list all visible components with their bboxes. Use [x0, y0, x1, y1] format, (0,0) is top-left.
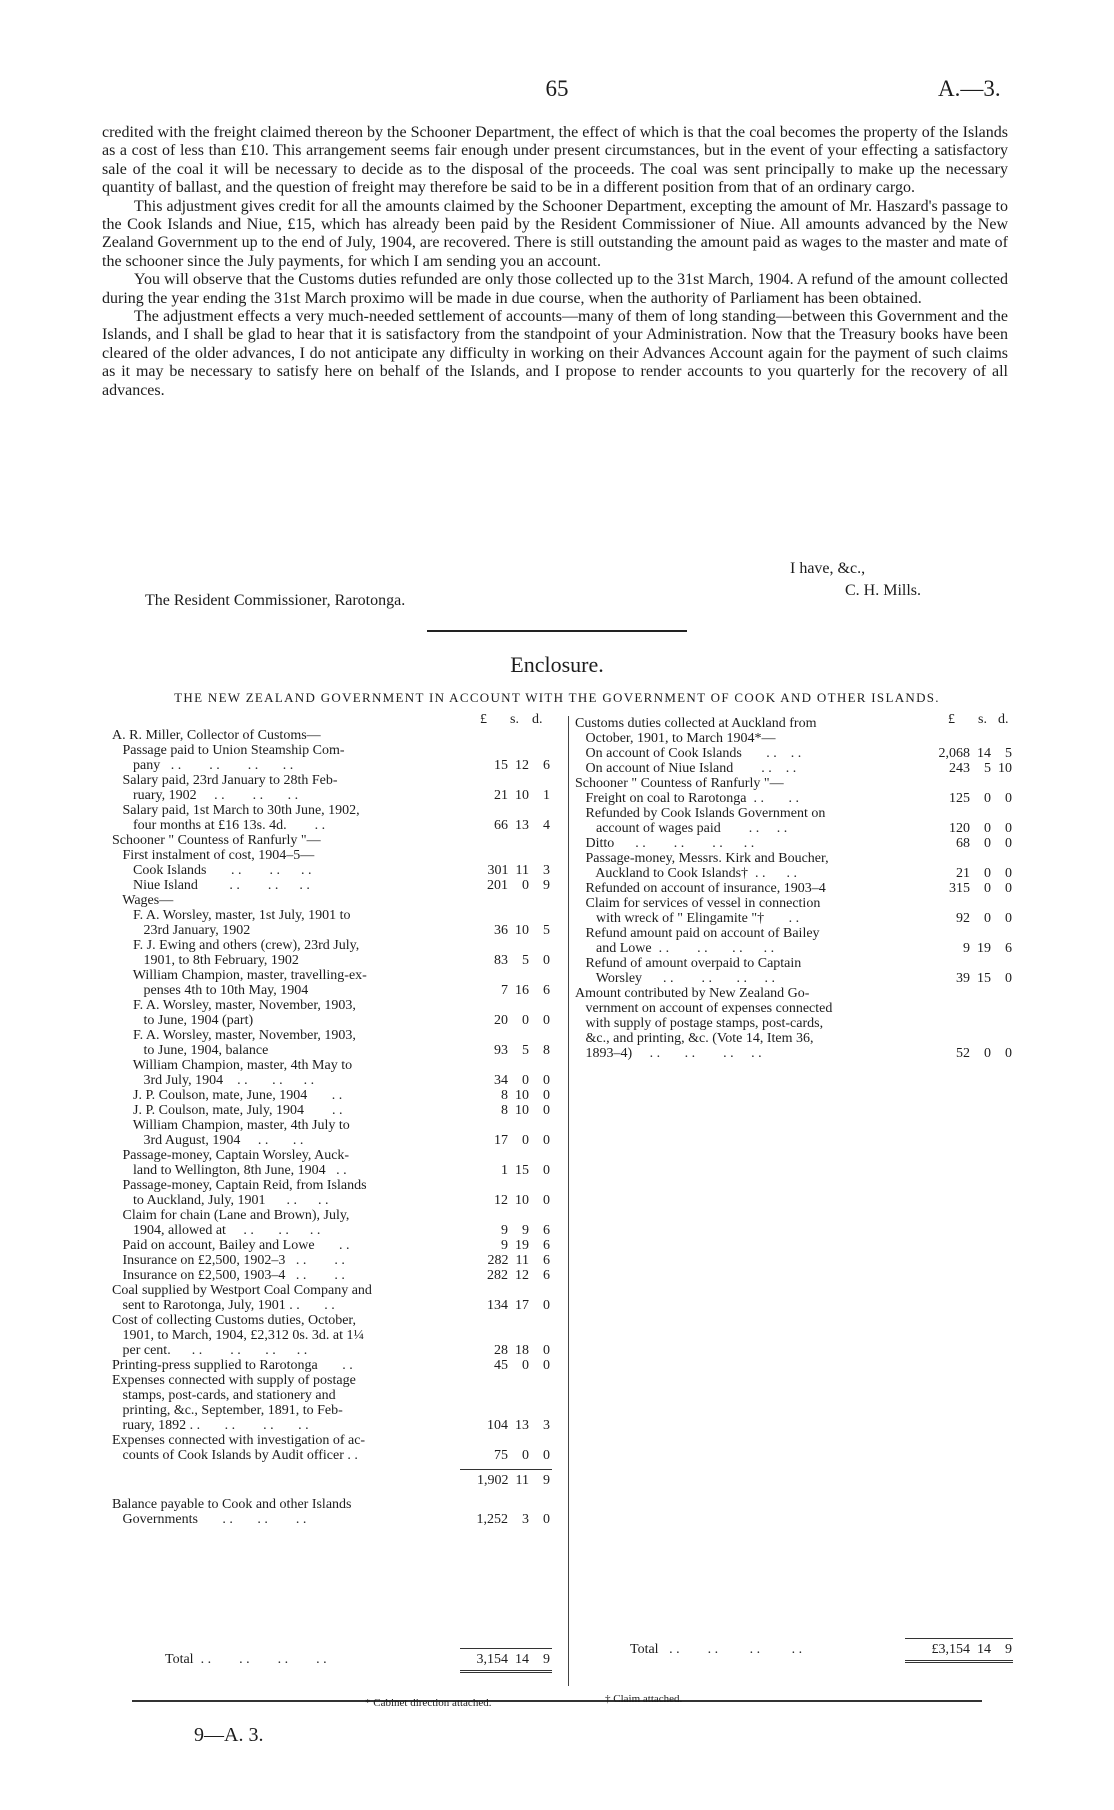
credit-entry-line: Refunded on account of insurance, 1903–4 [575, 881, 826, 896]
debit-entry-line: Claim for chain (Lane and Brown), July, [112, 1208, 350, 1223]
debit-entry-line: Wages— [112, 893, 174, 908]
debit-entry-line: F. A. Worsley, master, 1st July, 1901 to [112, 908, 351, 923]
debit-entry-line: F. A. Worsley, master, November, 1903, [112, 1028, 356, 1043]
account-heading: THE NEW ZEALAND GOVERNMENT IN ACCOUNT WITH THE GOVERNMENT OF COOK AND OTHER ISLANDS. [174, 690, 940, 705]
credit-entry-amount: 92 0 0 [956, 911, 1012, 926]
debit-entry-amount: 83 5 0 [494, 953, 550, 968]
debit-entry-line: Paid on account, Bailey and Lowe . . [112, 1238, 350, 1253]
credit-entry-amount: 68 0 0 [956, 836, 1012, 851]
currency-unit-header: £ [480, 712, 487, 727]
debit-entry-amount: 301 11 3 [487, 863, 550, 878]
column-divider [568, 716, 569, 1686]
debit-entry-line: 1904, allowed at . . . . . . [112, 1223, 321, 1238]
credit-entry-line: Worsley . . . . . . . . [575, 971, 776, 986]
credit-entry-line: Amount contributed by New Zealand Go- [575, 986, 810, 1001]
credit-entry-line: Claim for services of vessel in connection [575, 896, 821, 911]
credit-entry-amount: 125 0 0 [949, 791, 1012, 806]
debit-entry-line: Schooner " Countess of Ranfurly "— [112, 833, 321, 848]
debit-entry-line: to June, 1904 (part) [112, 1013, 254, 1028]
credit-entry-line: Refund of amount overpaid to Captain [575, 956, 802, 971]
debit-entry-line: J. P. Coulson, mate, June, 1904 . . [112, 1088, 343, 1103]
debit-entry-amount: 282 11 6 [487, 1253, 550, 1268]
currency-unit-header: s. [510, 712, 519, 727]
signatory: C. H. Mills. [845, 582, 922, 599]
credit-entry-amount: 39 15 0 [956, 971, 1012, 986]
debit-entry-line: Insurance on £2,500, 1902–3 . . . . [112, 1253, 345, 1268]
debit-entry-amount: 21 10 1 [494, 788, 550, 803]
debit-entry-line: to June, 1904, balance [112, 1043, 269, 1058]
debit-entry-line: 23rd January, 1902 [112, 923, 251, 938]
footnote-claim: † Claim attached. [605, 1693, 683, 1705]
footnote-rule [132, 1700, 982, 1702]
debit-entry-amount: 1 15 0 [501, 1163, 550, 1178]
debit-entry-amount: 8 10 0 [501, 1088, 550, 1103]
credit-entry-line: Freight on coal to Rarotonga . . . . [575, 791, 799, 806]
debit-entry-line: A. R. Miller, Collector of Customs— [112, 728, 321, 743]
debit-entry-line: Passage-money, Captain Worsley, Auck- [112, 1148, 350, 1163]
debit-entry-line: First instalment of cost, 1904–5— [112, 848, 315, 863]
currency-unit-header: s. [978, 712, 987, 727]
currency-unit-header: d. [998, 712, 1009, 727]
debit-entry-amount: 9 19 6 [501, 1238, 550, 1253]
section-divider [427, 630, 687, 632]
letter-paragraph: This adjustment gives credit for all the amounts claimed by the Schooner Department, excepting the amount of Mr. Haszard's passage to the Cook Islands and Niue, £15, which has already been paid by the Resident Commissioner of Niue. All amounts advanced by the New Zealand Government up to the end of July, 1904, are recovered. There is still outstanding the amount paid as wages to the master and mate of the schooner since the July payments, for which I am sending you an account. [102, 197, 1008, 270]
print-signature-mark: 9—A. 3. [194, 1724, 264, 1746]
total-double-rule [460, 1670, 552, 1673]
letter-paragraph: You will observe that the Customs duties refunded are only those collected up to the 31st March, 1904. A refund of the amount collected during the year ending the 31st March proximo will be made in due course, when the authority of Parliament has been obtained. [102, 271, 1008, 307]
debit-entry-amount: 12 10 0 [494, 1193, 550, 1208]
debit-entry-line: to Auckland, July, 1901 . . . . [112, 1193, 329, 1208]
debit-entry-amount: 34 0 0 [494, 1073, 550, 1088]
debit-entry-line: Printing-press supplied to Rarotonga . . [112, 1358, 353, 1373]
debit-entry-line: Niue Island . . . . . . [112, 878, 310, 893]
debit-entry-amount: 66 13 4 [494, 818, 550, 833]
debit-entry-line: J. P. Coulson, mate, July, 1904 . . [112, 1103, 343, 1118]
total-rule [905, 1638, 1013, 1639]
debit-entry-line: pany . . . . . . . . [112, 758, 294, 773]
debit-subtotal: 1,902 11 9 [477, 1473, 550, 1488]
debit-entry-line: Passage paid to Union Steamship Com- [112, 743, 345, 758]
letter-paragraph: credited with the freight claimed thereon by the Schooner Department, the effect of which is that the coal becomes the property of the Islands as a cost of less than £10. This arrangement seems fair enough under present circumstances, but in the event of your effecting a satisfactory sale of the coal it will be necessary to decide as to the disposal of the proceeds. The coal was sent principally to make up the necessary quantity of ballast, and the question of freight may therefore be said to be in a different position from that of an ordinary cargo. [102, 124, 1008, 197]
debit-entry-line: ruary, 1892 . . . . . . . . [112, 1418, 309, 1433]
currency-unit-header: £ [948, 712, 955, 727]
footnote-cabinet: * Cabinet direction attached. [365, 1697, 492, 1709]
debit-entry-line: counts of Cook Islands by Audit officer . . [112, 1448, 358, 1463]
debit-entry-amount: 15 12 6 [494, 758, 550, 773]
debit-entry-amount: 28 18 0 [494, 1343, 550, 1358]
credit-entry-line: On account of Cook Islands . . . . [575, 746, 802, 761]
debit-entry-amount: 9 9 6 [501, 1223, 550, 1238]
debit-entry-line: Salary paid, 23rd January to 28th Feb- [112, 773, 338, 788]
debit-entry-line: Insurance on £2,500, 1903–4 . . . . [112, 1268, 345, 1283]
debit-entry-line: land to Wellington, 8th June, 1904 . . [112, 1163, 347, 1178]
credit-entry-line: with supply of postage stamps, post-cards, [575, 1016, 824, 1031]
debit-entry-line: F. J. Ewing and others (crew), 23rd July, [112, 938, 360, 953]
credit-entry-line: and Lowe . . . . . . . . [575, 941, 775, 956]
credit-entry-line: Auckland to Cook Islands† . . . . [575, 866, 798, 881]
balance-line: Balance payable to Cook and other Islands [112, 1497, 352, 1512]
debit-total: 3,154 14 9 [476, 1652, 550, 1667]
debit-entry-line: Cook Islands . . . . . . [112, 863, 312, 878]
debit-entry-line: stamps, post-cards, and stationery and [112, 1388, 336, 1403]
credit-entry-amount: 2,068 14 5 [938, 746, 1012, 761]
credit-entry-amount: 315 0 0 [949, 881, 1012, 896]
credit-entry-line: October, 1901, to March 1904*— [575, 731, 776, 746]
debit-entry-amount: 8 10 0 [501, 1103, 550, 1118]
credit-entry-line: Refunded by Cook Islands Government on [575, 806, 826, 821]
credit-entry-line: 1893–4) . . . . . . . . [575, 1046, 762, 1061]
balance-line: Governments . . . . . . [112, 1512, 307, 1527]
balance-amount: 1,252 3 0 [476, 1512, 550, 1527]
enclosure-title: Enclosure. [510, 652, 604, 677]
debit-entry-line: printing, &c., September, 1891, to Feb- [112, 1403, 343, 1418]
debit-entry-line: Coal supplied by Westport Coal Company and [112, 1283, 372, 1298]
credit-entry-line: Ditto . . . . . . . . [575, 836, 755, 851]
debit-entry-line: per cent. . . . . . . . . [112, 1343, 308, 1358]
credit-entry-line: &c., and printing, &c. (Vote 14, Item 36, [575, 1031, 814, 1046]
debit-entry-line: 3rd July, 1904 . . . . . . [112, 1073, 315, 1088]
debit-entry-amount: 20 0 0 [494, 1013, 550, 1028]
debit-entry-line: Passage-money, Captain Reid, from Islands [112, 1178, 367, 1193]
credit-entry-line: with wreck of " Elingamite "† . . [575, 911, 800, 926]
page-number: 65 [545, 76, 569, 101]
debit-entry-line: sent to Rarotonga, July, 1901 . . . . [112, 1298, 335, 1313]
debit-entry-line: William Champion, master, travelling-ex- [112, 968, 367, 983]
debit-entry-amount: 282 12 6 [487, 1268, 550, 1283]
credit-entry-amount: 9 19 6 [963, 941, 1012, 956]
credit-entry-amount: 243 5 10 [949, 761, 1012, 776]
credit-total-label: Total . . . . . . . . [630, 1642, 803, 1657]
debit-entry-amount: 75 0 0 [494, 1448, 550, 1463]
debit-entry-amount: 7 16 6 [501, 983, 550, 998]
credit-entry-amount: 21 0 0 [956, 866, 1012, 881]
letter-paragraph: The adjustment effects a very much-needed settlement of accounts—many of them of long standing—between this Government and the Islands, and I shall be glad to hear that it is satisfactory from the standpoint of your Administration. Now that the Treasury books have been cleared of the older advances, I do not anticipate any difficulty in working on their Advances Account again for the payment of such claims as it may be necessary to satisfy here on behalf of the Islands, and I propose to render accounts to you quarterly for the recovery of all advances. [102, 308, 1008, 399]
debit-entry-amount: 36 10 5 [494, 923, 550, 938]
debit-entry-line: F. A. Worsley, master, November, 1903, [112, 998, 356, 1013]
debit-entry-line: Expenses connected with supply of postage [112, 1373, 356, 1388]
letter-closing: I have, &c., [790, 560, 866, 577]
debit-entry-line: ruary, 1902 . . . . . . [112, 788, 299, 803]
credit-entry-amount: 52 0 0 [956, 1046, 1012, 1061]
letter-body [102, 124, 1008, 400]
debit-entry-line: William Champion, master, 4th July to [112, 1118, 350, 1133]
debit-entry-line: four months at £16 13s. 4d. . . [112, 818, 326, 833]
debit-entry-amount: 134 17 0 [487, 1298, 550, 1313]
debit-entry-line: 3rd August, 1904 . . . . [112, 1133, 304, 1148]
debit-entry-line: 1901, to March, 1904, £2,312 0s. 3d. at 1¼ [112, 1328, 364, 1343]
document-reference: A.—3. [938, 76, 1001, 101]
credit-entry-line: Customs duties collected at Auckland from [575, 716, 817, 731]
debit-entry-line: penses 4th to 10th May, 1904 [112, 983, 309, 998]
debit-entry-amount: 104 13 3 [487, 1418, 550, 1433]
debit-entry-line: Expenses connected with investigation of ac- [112, 1433, 366, 1448]
debit-entry-amount: 201 0 9 [487, 878, 550, 893]
debit-entry-line: Cost of collecting Customs duties, October, [112, 1313, 357, 1328]
debit-entry-amount: 17 0 0 [494, 1133, 550, 1148]
subtotal-rule [460, 1469, 552, 1470]
credit-total: £3,154 14 9 [931, 1642, 1012, 1657]
credit-entry-line: Refund amount paid on account of Bailey [575, 926, 820, 941]
debit-entry-line: William Champion, master, 4th May to [112, 1058, 353, 1073]
debit-entry-amount: 93 5 8 [494, 1043, 550, 1058]
credit-entry-line: Schooner " Countess of Ranfurly "— [575, 776, 784, 791]
currency-unit-header: d. [532, 712, 543, 727]
debit-entry-line: 1901, to 8th February, 1902 [112, 953, 299, 968]
credit-entry-line: vernment on account of expenses connected [575, 1001, 833, 1016]
debit-total-label: Total . . . . . . . . [165, 1652, 327, 1667]
debit-entry-line: Salary paid, 1st March to 30th June, 1902, [112, 803, 360, 818]
credit-entry-line: account of wages paid . . . . [575, 821, 788, 836]
credit-entry-line: Passage-money, Messrs. Kirk and Boucher, [575, 851, 829, 866]
credit-entry-line: On account of Niue Island . . . . [575, 761, 797, 776]
debit-entry-amount: 45 0 0 [494, 1358, 550, 1373]
total-rule [460, 1648, 552, 1649]
credit-entry-amount: 120 0 0 [949, 821, 1012, 836]
addressee: The Resident Commissioner, Rarotonga. [145, 592, 406, 609]
total-double-rule [905, 1660, 1013, 1663]
